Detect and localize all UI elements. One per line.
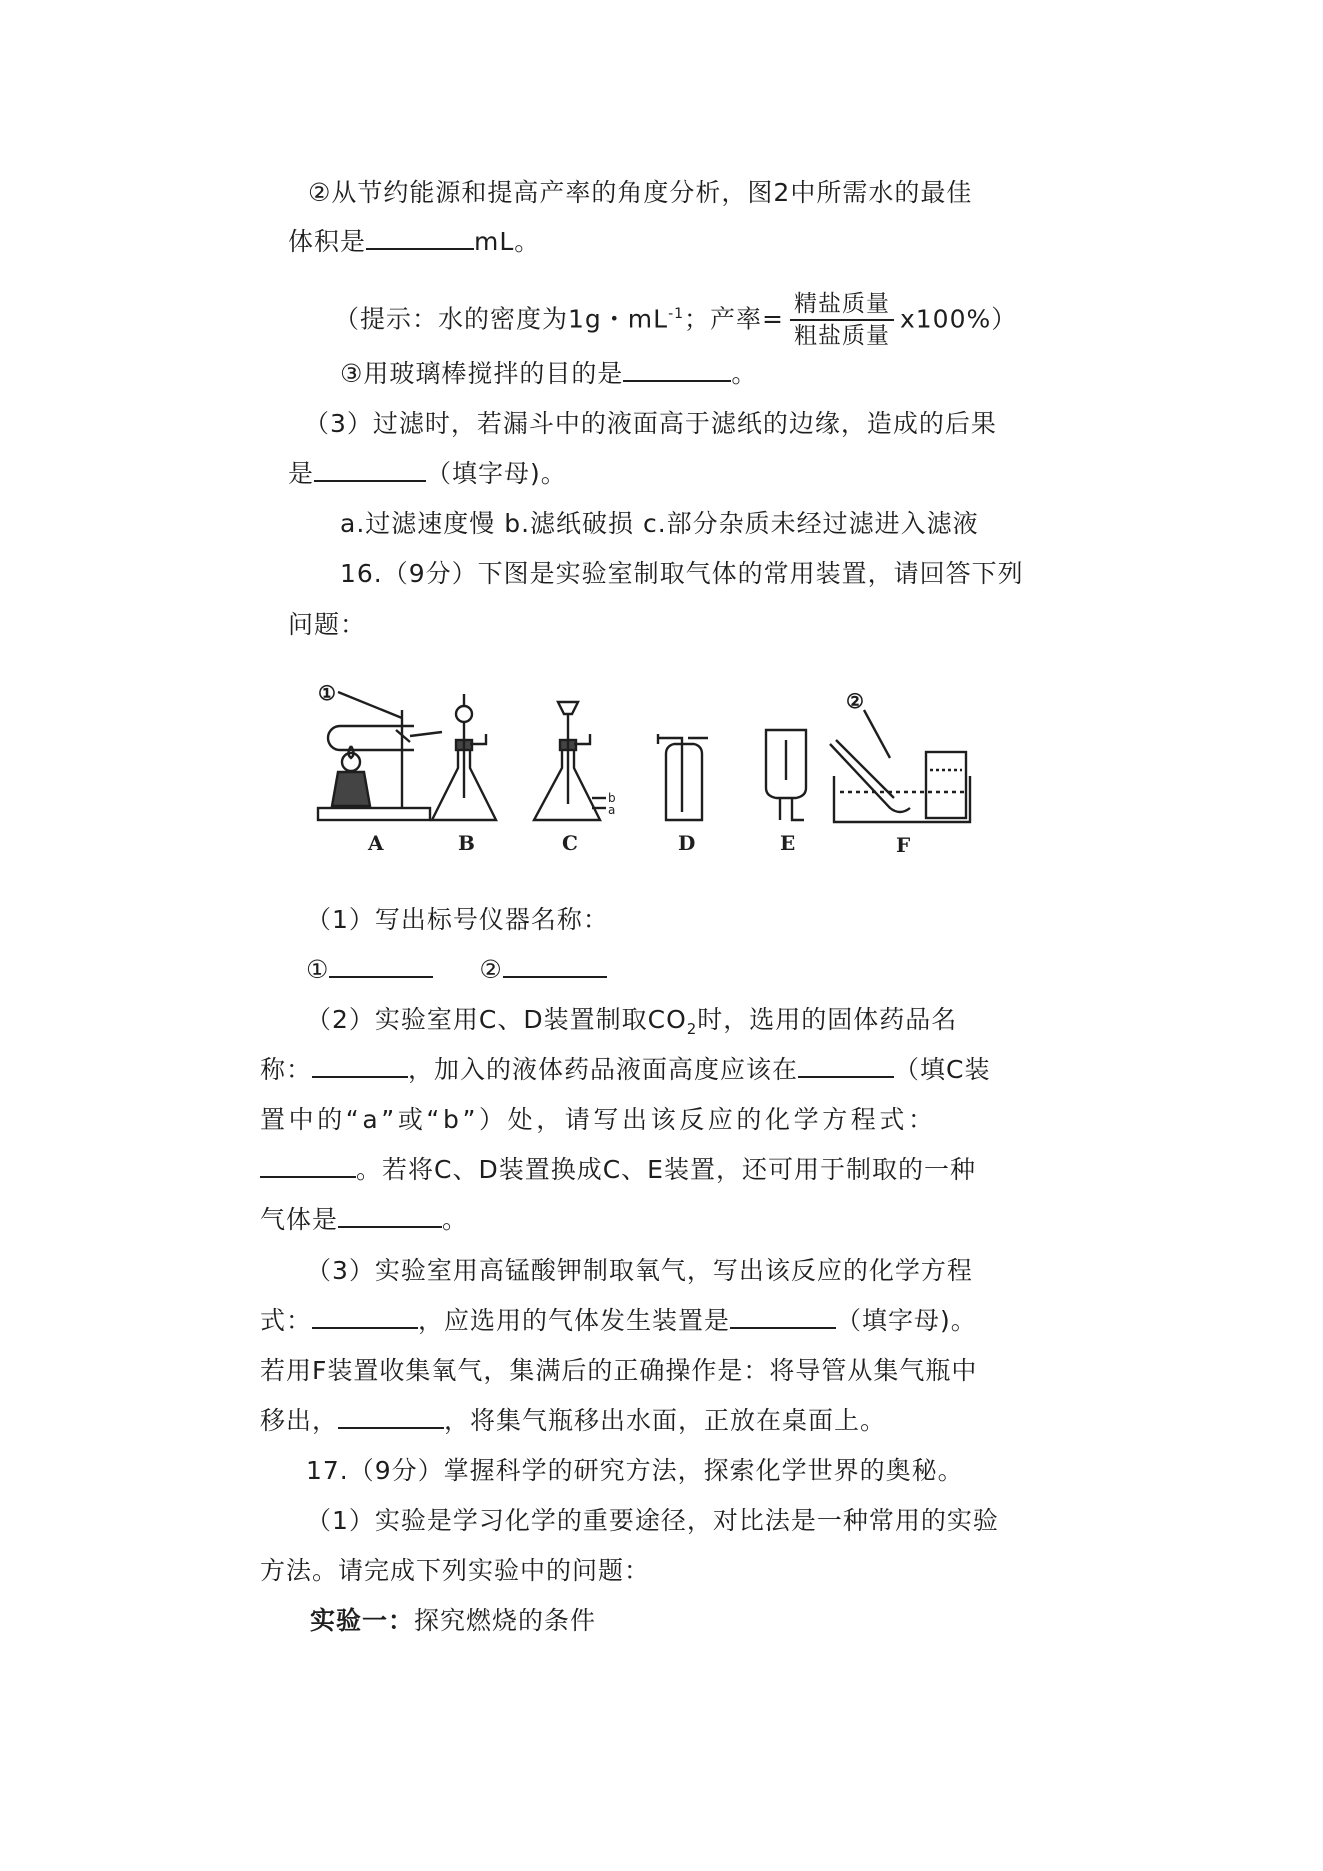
- q15-part3-post: 。: [731, 359, 758, 388]
- q15-part3: [340, 357, 757, 391]
- apparatus-C: [534, 702, 616, 820]
- q16-q3-line1: （3）实验室用高锰酸钾制取氧气，写出该反应的化学方程: [306, 1256, 973, 1285]
- hint-pre: （提示：水的密度为1g・mL: [334, 304, 669, 334]
- answer-blank-instrument-1[interactable]: [329, 954, 433, 978]
- mark-2: ②: [846, 689, 864, 713]
- apparatus-A: [318, 681, 442, 820]
- apparatus-F: [830, 689, 970, 822]
- q16-q3-line3: 若用F装置收集氧气，集满后的正确操作是：将导管从集气瓶中: [260, 1356, 978, 1385]
- apparatus-D: [658, 734, 708, 820]
- apparatus-B: [432, 694, 496, 820]
- exp1-heading: 实验一：: [310, 1606, 415, 1635]
- label-C: C: [562, 831, 578, 855]
- q16-q2-line3: 置中的“a”或“b”）处，请写出该反应的化学方程式：: [260, 1105, 937, 1134]
- q16-stem-line1: 16.（9分）下图是实验室制取气体的常用装置，请回答下列: [340, 559, 1024, 588]
- answer-blank-filter-consequence[interactable]: [314, 458, 426, 482]
- q16-q1: （1）写出标号仪器名称：: [306, 905, 609, 934]
- mark-b: b: [608, 791, 616, 805]
- answer-blank-co2-equation[interactable]: [260, 1154, 356, 1178]
- q16-q1-blanks: [306, 953, 607, 987]
- q16-q3-line4-post: ，将集气瓶移出水面，正放在桌面上。: [444, 1406, 887, 1435]
- q16-q2-line2-pre: 称：: [260, 1055, 313, 1084]
- hint-mid: ；产率=: [684, 304, 784, 334]
- q17-exp1: [310, 1604, 596, 1638]
- q16-q2-line4-post: 。若将C、D装置换成C、E装置，还可用于制取的一种: [356, 1155, 976, 1184]
- q16-q2-line5-pre: 气体是: [260, 1205, 339, 1234]
- q15-q3-line1: （3）过滤时，若漏斗中的液面高于滤纸的边缘，造成的后果: [304, 409, 997, 438]
- q15-hint: [334, 278, 1017, 350]
- q15-part2-pre: 体积是: [288, 227, 367, 256]
- mark-a: a: [608, 803, 616, 817]
- q16-q2-line2-mid: ，加入的液体药品液面高度应该在: [408, 1055, 799, 1084]
- co2-subscript: 2: [686, 1020, 698, 1038]
- apparatus-E: [766, 730, 806, 820]
- label-A: A: [368, 831, 384, 855]
- blank-label-2: ②: [479, 955, 503, 984]
- q15-q3-post: （填字母)。: [426, 459, 567, 488]
- label-F: F: [896, 833, 911, 857]
- q17-stem: 17.（9分）掌握科学的研究方法，探索化学世界的奥秘。: [306, 1456, 964, 1485]
- label-B: B: [458, 831, 475, 855]
- q16-q2-line1-pre: （2）实验室用C、D装置制取CO: [306, 1005, 687, 1034]
- answer-blank-water-volume[interactable]: [366, 226, 474, 250]
- q16-stem-line2: 问题：: [288, 610, 367, 639]
- answer-blank-correct-operation[interactable]: [338, 1405, 444, 1429]
- answer-blank-liquid-level[interactable]: [798, 1054, 894, 1078]
- q16-q2-line2: [260, 1053, 991, 1087]
- q16-q2-line2-post: （填C装: [894, 1055, 991, 1084]
- q15-options: a.过滤速度慢 b.滤纸破损 c.部分杂质未经过滤进入滤液: [340, 509, 979, 538]
- q16-q2-line5-post: 。: [442, 1205, 469, 1234]
- hint-sup: -1: [668, 306, 685, 322]
- lab-apparatus-figure: [310, 680, 1070, 870]
- q15-part2-line1: ②从节约能源和提高产率的角度分析，图2中所需水的最佳: [308, 178, 973, 207]
- answer-blank-instrument-2[interactable]: [503, 954, 607, 978]
- q15-part3-pre: ③用玻璃棒搅拌的目的是: [340, 359, 624, 388]
- fraction-numerator: 精盐质量: [790, 289, 894, 321]
- label-E: E: [780, 831, 796, 855]
- fraction-denominator: 粗盐质量: [793, 323, 890, 350]
- answer-blank-other-gas[interactable]: [338, 1204, 442, 1228]
- q16-q3-line2-pre: 式：: [260, 1306, 313, 1335]
- q17-q1-line1: （1）实验是学习化学的重要途径，对比法是一种常用的实验: [306, 1506, 999, 1535]
- mark-1: ①: [318, 681, 336, 705]
- answer-blank-kmno4-equation[interactable]: [312, 1305, 418, 1329]
- hint-post: x100%）: [899, 304, 1018, 334]
- label-D: D: [678, 831, 696, 855]
- yield-fraction: [790, 289, 894, 351]
- q16-q2-line1-post: 时，选用的固体药品名: [697, 1005, 958, 1034]
- q16-q3-line2: [260, 1304, 977, 1338]
- exp1-text: 探究燃烧的条件: [414, 1606, 597, 1635]
- q16-q3-line2-mid: ，应选用的气体发生装置是: [418, 1306, 731, 1335]
- q16-q3-line4-pre: 移出，: [260, 1406, 339, 1435]
- blank-label-1: ①: [306, 955, 330, 984]
- q16-q3-line4: [260, 1404, 886, 1438]
- q15-part2-line2: [288, 225, 540, 259]
- q15-part2-post: mL。: [474, 227, 541, 256]
- answer-blank-generator[interactable]: [730, 1305, 836, 1329]
- q16-q2-line4: [260, 1153, 976, 1187]
- q15-q3-line2: [288, 457, 567, 491]
- answer-blank-solid-reagent[interactable]: [312, 1054, 408, 1078]
- q16-q2-line5: [260, 1203, 468, 1237]
- q15-q3-pre: 是: [288, 459, 315, 488]
- q16-q2-line1: [306, 1003, 957, 1046]
- q16-q3-line2-post: （填字母)。: [836, 1306, 977, 1335]
- answer-blank-stir-purpose[interactable]: [623, 358, 731, 382]
- q17-q1-line2: 方法。请完成下列实验中的问题：: [260, 1556, 651, 1585]
